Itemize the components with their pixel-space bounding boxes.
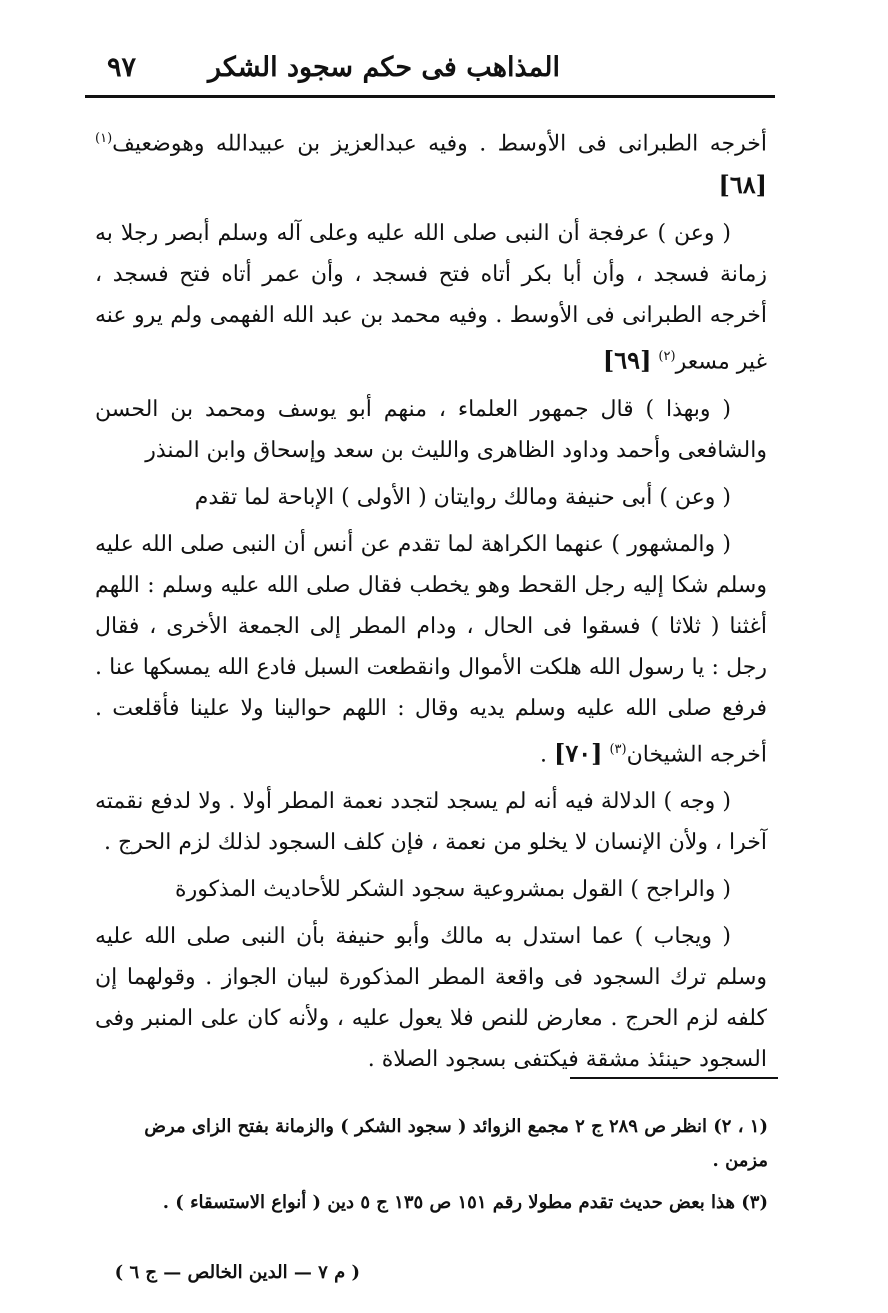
footnote-3: (٣) هذا بعض حديث تقدم مطولا رقم ١٥١ ص ١٣٥ ج ٥ دين ( أنواع الاستسقاء ) . [162,1192,768,1213]
header-rule [85,95,775,98]
paragraph-1 [95,118,767,207]
hadith-number: [٦٩] [602,345,652,375]
footnote-separator [570,1077,778,1079]
paragraph-8 [95,916,767,1080]
paragraph-2 [95,213,767,382]
paragraph-text: أخرجه الطبرانى فى الأوسط . وفيه عبدالعزيز بن عبيدالله وهوضعيف [112,131,767,157]
paragraph-4 [95,477,767,518]
hadith-number: [٦٨] [718,170,767,200]
paragraph-text: ( والمشهور ) عنهما الكراهة لما تقدم عن أنس أن النبى صلى الله عليه وسلم شكا إليه رجل القحط وهو يخطب فقال صلى الله عليه وسلم : اللهم أغثنا ( ثلاثا ) فسقوا فى الحال ، ودام المطر إلى الجمعة الأخرى ، فقال رجل : يا رسول الله هلكت الأموال وانقطعت السبل فادع الله يمسكها عنا . فرفع صلى الله عليه وسلم يديه وقال : اللهم حوالينا ولا علينا فأقلعت . أخرجه الشيخان [95,531,767,767]
paragraph-text: ( وعن ) عرفجة أن النبى صلى الله عليه وعلى آله وسلم أبصر رجلا به زمانة فسجد ، وأن أبا بكر أتاه فتح فسجد ، وأن عمر أتاه فتح فسجد ، أخرجه الطبرانى فى الأوسط . وفيه محمد بن عبد الله الفهمى ولم يرو عنه غير مسعر [95,221,767,375]
hadith-number: [٧٠] [553,737,603,767]
paragraph-7 [95,869,767,910]
page-number: ٩٧ [107,52,137,83]
paragraph-6 [95,781,767,863]
footnote-marker: (٣) [609,741,627,757]
footnote-marker: (١) [95,131,113,146]
running-title: المذاهب فى حكم سجود الشكر [208,52,560,83]
sentence-end: . [539,741,554,767]
paragraph-text: ( وعن ) أبى حنيفة ومالك روايتان ( الأولى ) الإباحة لما تقدم [194,484,731,510]
printer-signature: ( م ٧ — الدين الخالص — ج ٦ ) [114,1262,360,1283]
footnotes [100,1110,768,1228]
paragraph-text: ( والراجح ) القول بمشروعية سجود الشكر للأحاديث المذكورة [175,876,731,902]
footnote-marker: (٢) [658,349,676,365]
paragraph-text: ( وبهذا ) قال جمهور العلماء ، منهم أبو يوسف ومحمد بن الحسن والشافعى وأحمد وداود الظاهرى والليث بن سعد وإسحاق وابن المنذر [95,396,767,463]
paragraph-5 [95,524,767,775]
paragraph-text: ( ويجاب ) عما استدل به مالك وأبو حنيفة بأن النبى صلى الله عليه وسلم ترك السجود فى واقعة المطر المذكورة لبيان الجواز . وقولهما إن كلفه لزم الحرج . معارض للنص فلا يعول عليه ، ولأنه كان على المنبر وفى السجود حينئذ مشقة فيكتفى بسجود الصلاة . [95,923,767,1072]
main-text [95,118,767,1086]
page-header [85,48,775,90]
paragraph-text: ( وجه ) الدلالة فيه أنه لم يسجد لتجدد نعمة المطر أولا . ولا لدفع نقمته آخرا ، ولأن الإنسان لا يخلو من نعمة ، فإن كلف السجود لذلك لزم الحرج . [95,788,767,855]
footnote-1-2: (١ ، ٢) انظر ص ٢٨٩ ج ٢ مجمع الزوائد ( سجود الشكر ) والزمانة بفتح الزاى مرض مزمن . [144,1116,768,1171]
paragraph-3 [95,389,767,471]
